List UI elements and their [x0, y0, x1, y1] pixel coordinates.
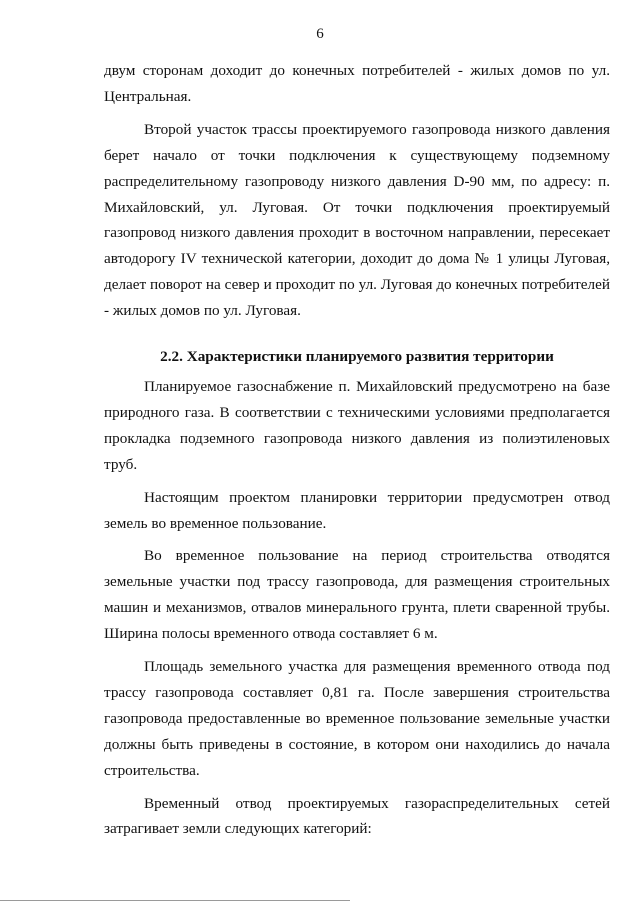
continued-paragraph: двум сторонам доходит до конечных потребителей - жилых домов по ул. Центральная. [104, 62, 610, 105]
footer-rule [0, 900, 350, 901]
page-number: 6 [316, 26, 324, 42]
gas-supply-paragraph: Планируемое газоснабжение п. Михайловский предусмотрено на базе природного газа. В соответствии с техническими условиями предполагается прокладка подземного газопровода низкого давления из полиэтиленовых труб. [104, 377, 610, 473]
land-allotment-paragraph: Настоящим проектом планировки территории предусмотрен отвод земель во временное пользование. [104, 488, 610, 532]
temporary-use-paragraph: Во временное пользование на период строительства отводятся земельные участки под трассу газопровода, для размещения строительных машин и механизмов, отвалов минерального грунта, плети сваренной трубы. Ширина полосы временного отвода составляет 6 м. [104, 547, 610, 643]
land-area-paragraph: Площадь земельного участка для размещения временного отвода под трассу газопровода составляет 0,81 га. После завершения строительства газопровода предоставленные во временное пользование земельные участки должны быть приведены в состояние, в котором они находились до начала строительства. [104, 658, 610, 779]
land-categories-paragraph: Временный отвод проектируемых газораспределительных сетей затрагивает земли следующих категорий: [104, 794, 610, 838]
section-heading: 2.2. Характеристики планируемого развития территории [160, 348, 554, 366]
route-section-two-paragraph: Второй участок трассы проектируемого газопровода низкого давления берет начало от точки подключения к существующему подземному распределительному газопроводу низкого давления D-90 мм, по адресу: п. Михайловский, ул. Луговая. От точки подключения проектируемый газопровод низкого давления проходит в восточном направлении, пересекает автодорогу IV технической категории, доходит до дома № 1 улицы Луговая, делает поворот на север и проходит по ул. Луговая до конечных потребителей - жилых домов по ул. Луговая. [104, 120, 610, 320]
document-body [104, 58, 610, 842]
